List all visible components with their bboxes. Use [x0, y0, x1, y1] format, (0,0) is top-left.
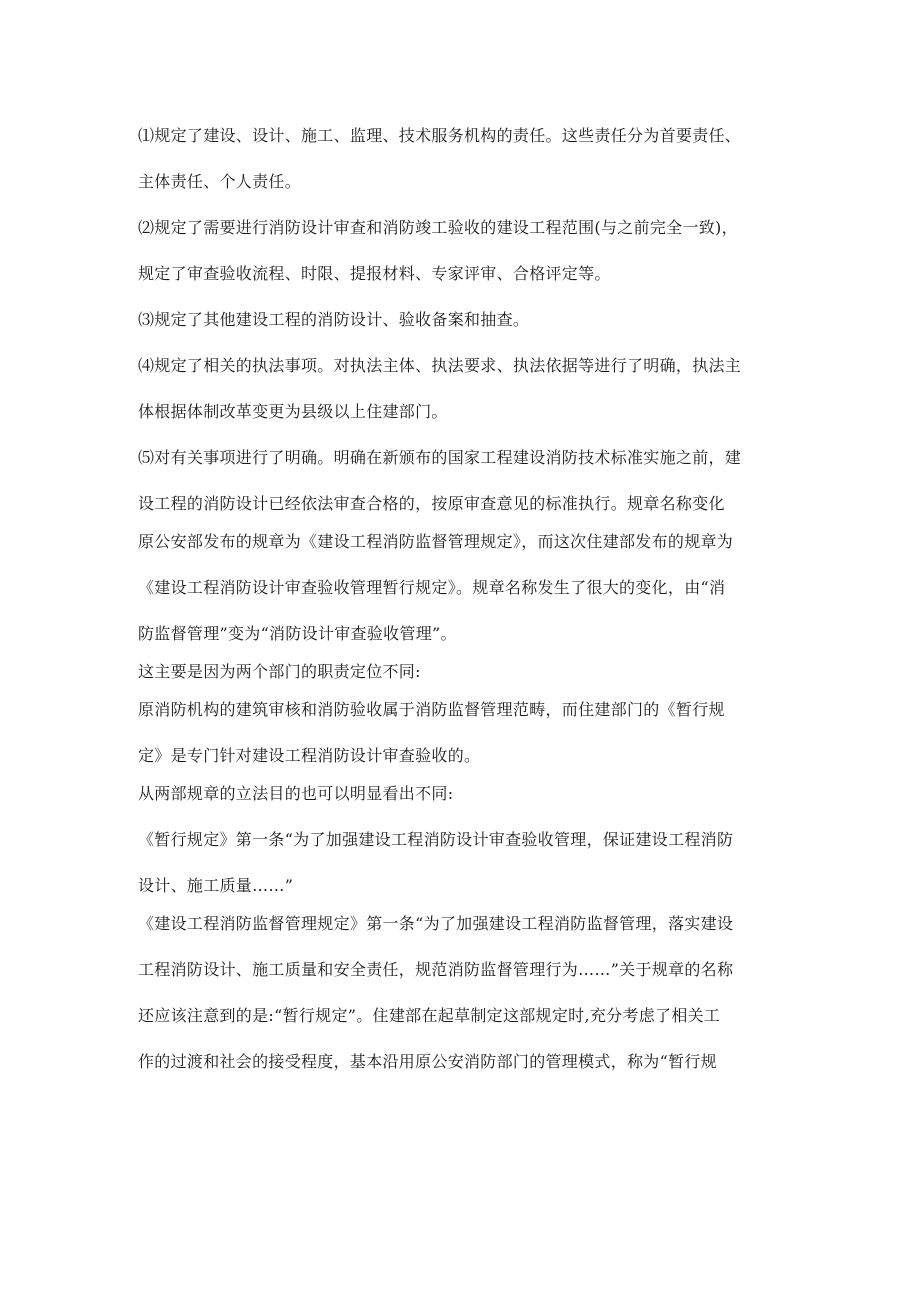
text-line: ⑵规定了需要进行消防设计审查和消防竣工验收的建设工程范围(与之前完全一致)，: [138, 218, 738, 237]
text-line: ⑴规定了建设、设计、施工、监理、技术服务机构的责任。这些责任分为首要责任、: [138, 126, 742, 145]
text-line: 原消防机构的建筑审核和消防验收属于消防监督管理范畴，而住建部门的《暂行规: [138, 700, 725, 719]
text-line: 还应该注意到的是:“暂行规定”。住建部在起草制定这部规定时,充分考虑了相关工: [138, 1006, 721, 1025]
text-line: 体根据体制改革变更为县级以上住建部门。: [138, 402, 448, 421]
text-line: 原公安部发布的规章为《建设工程消防监督管理规定》，而这次住建部发布的规章为: [138, 532, 734, 551]
text-line: ⑷规定了相关的执法事项。对执法主体、执法要求、执法依据等进行了明确，执法主: [138, 356, 742, 375]
text-line: 这主要是因为两个部门的职责定位不同:: [138, 662, 421, 681]
document-body: [138, 124, 778, 1074]
text-line: 主体责任、个人责任。: [138, 172, 302, 191]
text-line: 工程消防设计、施工质量和安全责任，规范消防监督管理行为……”关于规章的名称: [138, 960, 734, 979]
text-line: ⑶规定了其他建设工程的消防设计、验收备案和抽查。: [138, 310, 530, 329]
text-line: 设工程的消防设计已经依法审查合格的，按原审查意见的标准执行。规章名称变化: [138, 494, 725, 513]
text-line: 设计、施工质量……”: [138, 876, 294, 895]
text-line: ⑸对有关事项进行了明确。明确在新颁布的国家工程建设消防技术标准实施之前，建: [138, 448, 742, 467]
text-line: 《建设工程消防设计审查验收管理暂行规定》。规章名称发生了很大的变化，由“消: [138, 578, 726, 597]
text-line: 规定了审查验收流程、时限、提报材料、专家评审、合格评定等。: [138, 264, 611, 283]
text-line: 《暂行规定》第一条“为了加强建设工程消防设计审查验收管理，保证建设工程消防: [138, 830, 734, 849]
text-line: 从两部规章的立法目的也可以明显看出不同:: [138, 784, 454, 803]
text-line: 作的过渡和社会的接受程度，基本沿用原公安消防部门的管理模式，称为“暂行规: [138, 1052, 717, 1071]
text-line: 防监督管理”变为“消防设计审查验收管理”。: [138, 624, 457, 643]
text-line: 定》是专门针对建设工程消防设计审查验收的。: [138, 746, 481, 765]
text-line: 《建设工程消防监督管理规定》第一条“为了加强建设工程消防监督管理，落实建设: [138, 914, 734, 933]
